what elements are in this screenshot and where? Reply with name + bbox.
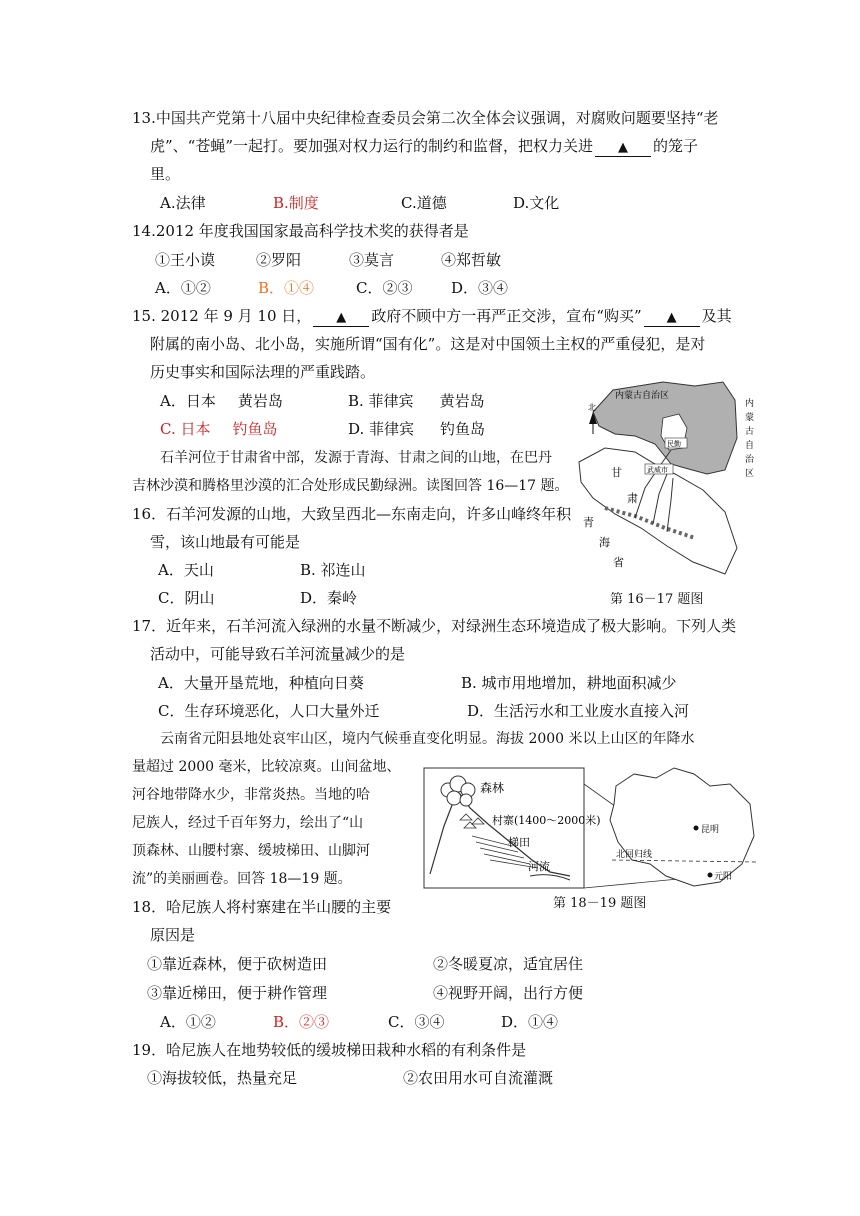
q15-line1-a: 15. 2012 年 9 月 10 日，: [132, 307, 312, 325]
q19-item-1: ①海拔较低，热量充足: [147, 1069, 298, 1087]
answer-blank: ▲: [595, 140, 651, 157]
q17-line2: 活动中，可能导致石羊河流量减少的是: [150, 645, 406, 663]
wuwei-label: 武威市: [647, 466, 668, 474]
q15-option-d: [348, 419, 485, 439]
q17-option-d: D．生活污水和工业废水直接入河: [467, 702, 690, 720]
q16-option-b: B. 祁连山: [300, 561, 366, 579]
kunming-label: 昆明: [701, 825, 720, 835]
q13-option-c: C.道德: [401, 194, 447, 212]
q18-option-c: C．③④: [388, 1013, 445, 1031]
inner-mongolia-side-label: 治: [745, 455, 755, 465]
q16-line1: 16．石羊河发源的山地，大致呈西北—东南走向，许多山峰终年积: [132, 505, 572, 523]
intro-18-line1: 云南省元阳县地处哀牢山区，境内气候垂直变化明显。海拔 2000 米以上山区的年降水: [160, 731, 695, 747]
q18-item-2: ②冬暖夏凉，适宜居住: [433, 955, 584, 973]
q13-line1: 13.中国共产党第十八届中央纪律检查委员会第二次全体会议强调，对腐败问题要坚持“老: [132, 109, 719, 127]
inner-mongolia-label: 内蒙古自治区: [615, 391, 670, 401]
q19-item-2: ②农田用水可自流灌溉: [403, 1069, 554, 1087]
intro-18-line3: 河谷地带降水少，非常炎热。当地的哈: [132, 787, 370, 803]
q17-line1: 17．近年来，石羊河流入绿洲的水量不断减少，对绿洲生态环境造成了极大影响。下列人类: [132, 617, 737, 635]
q17-option-c: C．生存环境恶化，人口大量外迁: [158, 702, 380, 720]
q18-option-d: D．①④: [501, 1013, 559, 1031]
qinghai-label: 海: [599, 536, 610, 549]
q14-item: ④郑哲敏: [441, 251, 502, 269]
q15-option-c-island: 钓鱼岛: [232, 420, 278, 438]
q15-option-d-island: 钓鱼岛: [440, 420, 486, 438]
answer-blank: ▲: [313, 310, 369, 327]
q15-option-c-country: C. 日本: [160, 420, 211, 438]
q13-line3: 里。: [150, 165, 181, 183]
intro-18-line2: 量超过 2000 毫米，比较凉爽。山间盆地、: [132, 759, 401, 775]
q15-line2: 附属的南小岛、北小岛，实施所谓“国有化”。这是对中国领土主权的严重侵犯，是对: [150, 335, 706, 353]
gansu-label: 肃: [627, 492, 638, 505]
intro-16-line1: 石羊河位于甘肃省中部，发源于青海、甘肃之间的山地，在巴丹: [160, 450, 552, 466]
q15-line1-b: 政府不顾中方一再严正交涉，宣布“购买”: [371, 307, 642, 325]
q14-item: ①王小谟: [155, 251, 216, 269]
gansu-label: 甘: [611, 466, 622, 479]
qinghai-label: 青: [583, 516, 594, 529]
q13-line2-text: 虎”、“苍蝇”一起打。要加强对权力运行的制约和监督，把权力关进: [150, 137, 594, 155]
q19-stem: 19．哈尼族人在地势较低的缓坡梯田栽种水稻的有利条件是: [132, 1041, 527, 1059]
q14-stem: 14.2012 年度我国国家最高科学技术奖的获得者是: [132, 222, 469, 240]
q16-option-d: D．秦岭: [300, 589, 358, 607]
q15-option-a-country: A．日本: [160, 392, 216, 410]
q15-option-b: [348, 391, 485, 411]
q18-item-3: ③靠近梯田，便于耕作管理: [147, 984, 328, 1002]
inner-mongolia-side-label: 蒙: [745, 413, 755, 423]
yuanyang-label: 元阳: [714, 872, 733, 882]
q15-line3: 历史事实和国际法理的严重践踏。: [150, 363, 376, 381]
q15-option-a-island: 黄岩岛: [237, 392, 283, 410]
north-label: 北: [588, 403, 596, 412]
inner-mongolia-side-label: 古: [745, 427, 755, 437]
q13-option-b: B.制度: [273, 194, 319, 212]
q15-option-c: [160, 419, 278, 439]
q13-option-d: D.文化: [513, 194, 560, 212]
q15-option-b-island: 黄岩岛: [439, 392, 485, 410]
q14-item: ②罗阳: [256, 251, 302, 269]
intro-16-line2: 吉林沙漠和腾格里沙漠的汇合处形成民勤绿洲。读图回答 16—17 题。: [132, 478, 569, 494]
river-label: 河流: [528, 860, 550, 873]
village-label: 村寨(1400～2000米): [492, 814, 601, 827]
terrace-label: 梯田: [508, 836, 530, 849]
forest-label: 森林: [480, 781, 505, 795]
q18-item-1: ①靠近森林，便于砍树造田: [147, 955, 328, 973]
q14-option-a: A．①②: [155, 279, 211, 297]
q15-option-a: [160, 391, 283, 411]
map1-caption: 第 16－17 题图: [610, 592, 704, 607]
q17-option-a: A．大量开垦荒地，种植向日葵: [158, 674, 364, 692]
map2-caption: 第 18－19 题图: [553, 896, 647, 911]
q18-option-b: B．②③: [273, 1013, 330, 1031]
q13-line2-tail: 的笼子: [653, 137, 699, 155]
shiyang-river-map: [575, 378, 755, 578]
q14-option-c: C．②③: [356, 279, 413, 297]
inner-mongolia-side-label: 内: [745, 399, 755, 409]
q14-option-d: D．③④: [451, 279, 509, 297]
answer-blank: ▲: [644, 310, 700, 327]
q14-item: ③莫言: [349, 251, 395, 269]
qinghai-label: 省: [613, 556, 624, 569]
q18-line2: 原因是: [150, 926, 196, 944]
q13-option-a: A.法律: [160, 194, 206, 212]
q15-line1-c: 及其: [701, 307, 732, 325]
q16-option-a: A．天山: [158, 561, 214, 579]
yuanyang-terrace-map: [420, 764, 760, 894]
intro-18-line5: 顶森林、山腰村寨、缓坡梯田、山脚河: [132, 843, 370, 859]
q18-option-a: A．①②: [160, 1013, 216, 1031]
q13-line2: [150, 136, 698, 157]
q14-option-b: B．①④: [258, 279, 315, 297]
inner-mongolia-side-label: 自: [745, 441, 755, 451]
q15-option-d-country: D. 菲律宾: [348, 420, 415, 438]
q18-item-4: ④视野开阔，出行方便: [433, 984, 584, 1002]
q16-line2: 雪，该山地最有可能是: [150, 533, 301, 551]
q16-option-c: C．阴山: [158, 589, 215, 607]
q15-line1: [132, 306, 732, 327]
inner-mongolia-side-label: 区: [745, 469, 755, 479]
tropic-label: 北回归线: [616, 850, 653, 860]
q18-line1: 18．哈尼族人将村寨建在半山腰的主要: [132, 898, 392, 916]
intro-18-line4: 尼族人，经过千百年努力，绘出了“山: [132, 815, 364, 831]
q15-option-b-country: B. 菲律宾: [348, 392, 414, 410]
intro-18-line6: 流”的美丽画卷。回答 18—19 题。: [132, 871, 352, 887]
q17-option-b: B. 城市用地增加，耕地面积减少: [461, 674, 677, 692]
minqin-label: 民勤: [667, 440, 681, 448]
